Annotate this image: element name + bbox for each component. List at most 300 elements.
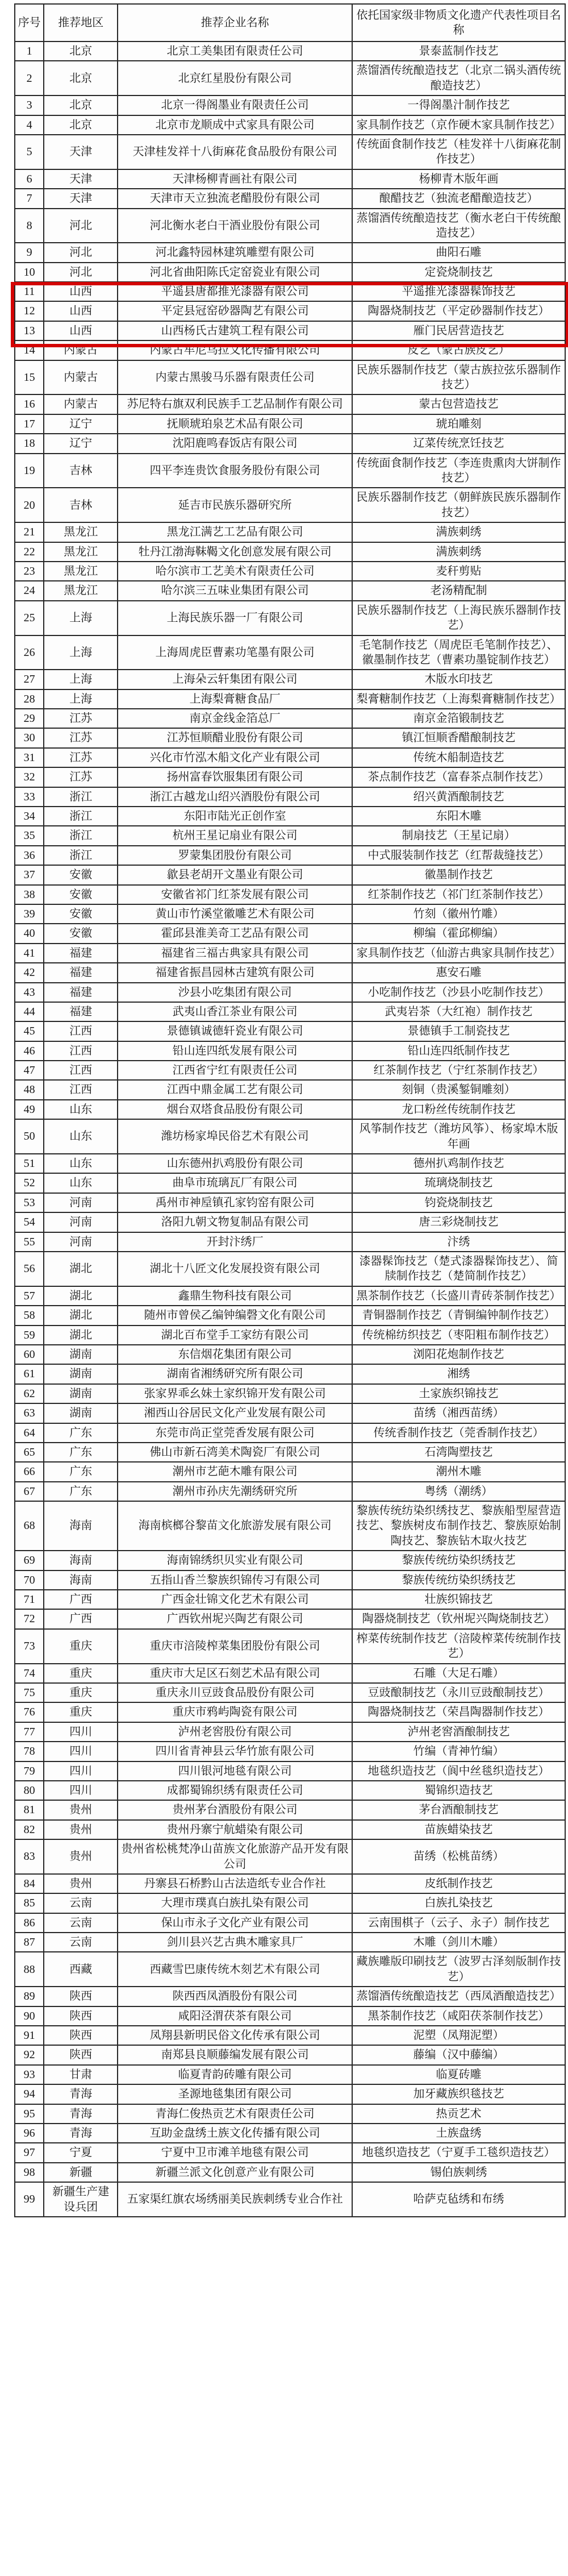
project-cell: 蒙古包营造技艺 bbox=[352, 394, 565, 414]
project-cell: 陶器烧制技艺（平定砂器制作技艺） bbox=[352, 301, 565, 321]
table-row bbox=[15, 865, 565, 884]
row-number-cell: 38 bbox=[15, 885, 44, 904]
row-number-cell: 40 bbox=[15, 924, 44, 943]
company-cell: 鑫鼎生物科技有限公司 bbox=[118, 1286, 352, 1306]
region-cell: 吉林 bbox=[44, 454, 118, 488]
company-cell: 潮州市孙庆先潮绣研究所 bbox=[118, 1482, 352, 1501]
project-cell: 藤编（汉中藤编） bbox=[352, 2045, 565, 2064]
row-number-cell: 19 bbox=[15, 454, 44, 488]
company-cell: 黑龙江满艺工艺品有限公司 bbox=[118, 522, 352, 542]
row-number-cell: 50 bbox=[15, 1119, 44, 1154]
table-row bbox=[15, 904, 565, 924]
row-number-cell: 54 bbox=[15, 1212, 44, 1232]
company-cell: 上海民族乐器一厂有限公司 bbox=[118, 601, 352, 635]
project-cell: 东阳木雕 bbox=[352, 807, 565, 826]
table-row bbox=[15, 2163, 565, 2182]
company-cell: 佛山市新石湾美术陶瓷厂有限公司 bbox=[118, 1443, 352, 1462]
company-cell: 湘西山谷居民文化产业发展有限公司 bbox=[118, 1403, 352, 1423]
project-cell: 潮州木雕 bbox=[352, 1462, 565, 1481]
company-cell: 青海仁俊热贡艺术有限责任公司 bbox=[118, 2104, 352, 2124]
region-cell: 河北 bbox=[44, 243, 118, 262]
region-cell: 福建 bbox=[44, 1002, 118, 1021]
company-cell: 平定县冠窑砂器陶艺有限公司 bbox=[118, 301, 352, 321]
region-cell: 新疆 bbox=[44, 2163, 118, 2182]
row-number-cell: 37 bbox=[15, 865, 44, 884]
project-cell: 一得阁墨汁制作技艺 bbox=[352, 95, 565, 115]
project-cell: 茶点制作技艺（富春茶点制作技艺） bbox=[352, 767, 565, 787]
project-cell: 榨菜传统制作技艺（涪陵榨菜传统制作技艺） bbox=[352, 1629, 565, 1664]
table-row bbox=[15, 1061, 565, 1080]
row-number-cell: 53 bbox=[15, 1193, 44, 1212]
table-row bbox=[15, 522, 565, 542]
company-cell: 随州市曾侯乙编钟编磬文化有限公司 bbox=[118, 1306, 352, 1325]
table-row bbox=[15, 1702, 565, 1722]
table-header bbox=[15, 4, 565, 41]
table-row bbox=[15, 1570, 565, 1590]
project-cell: 壮族织锦技艺 bbox=[352, 1590, 565, 1609]
row-number-cell: 83 bbox=[15, 1839, 44, 1874]
row-number-cell: 11 bbox=[15, 282, 44, 301]
table-row bbox=[15, 2104, 565, 2124]
company-cell: 北京市龙顺成中式家具有限公司 bbox=[118, 115, 352, 135]
company-cell: 河北衡水老白干酒业股份有限公司 bbox=[118, 209, 352, 243]
row-number-cell: 25 bbox=[15, 601, 44, 635]
region-cell: 安徽 bbox=[44, 885, 118, 904]
project-cell: 苗族蜡染技艺 bbox=[352, 1820, 565, 1839]
region-cell: 浙江 bbox=[44, 846, 118, 865]
table-row bbox=[15, 414, 565, 434]
project-cell: 黎族传统纺染织绣技艺、黎族船型屋营造技艺、黎族树皮布制作技艺、黎族原始制陶技艺、黎族钻木取火技艺 bbox=[352, 1501, 565, 1551]
company-cell: 剑川县兴艺古典木雕家具厂 bbox=[118, 1933, 352, 1952]
project-cell: 黑茶制作技艺（咸阳茯茶制作技艺） bbox=[352, 2006, 565, 2026]
region-cell: 重庆 bbox=[44, 1683, 118, 1702]
project-cell: 钧瓷烧制技艺 bbox=[352, 1193, 565, 1212]
table-row bbox=[15, 1364, 565, 1383]
project-cell: 家具制作技艺（仙游古典家具制作技艺） bbox=[352, 944, 565, 963]
table-row bbox=[15, 1100, 565, 1119]
table-row bbox=[15, 243, 565, 262]
region-cell: 浙江 bbox=[44, 807, 118, 826]
region-cell: 青海 bbox=[44, 2084, 118, 2104]
region-cell: 福建 bbox=[44, 944, 118, 963]
row-number-cell: 5 bbox=[15, 135, 44, 169]
row-number-cell: 16 bbox=[15, 394, 44, 414]
table-row bbox=[15, 562, 565, 581]
region-cell: 福建 bbox=[44, 963, 118, 982]
region-cell: 陕西 bbox=[44, 2045, 118, 2064]
table-row bbox=[15, 1933, 565, 1952]
row-number-cell: 52 bbox=[15, 1173, 44, 1193]
region-cell: 贵州 bbox=[44, 1820, 118, 1839]
company-cell: 禹州市神垕镇孔家钧窑有限公司 bbox=[118, 1193, 352, 1212]
region-cell: 青海 bbox=[44, 2124, 118, 2143]
company-cell: 曲阜市琉璃瓦厂有限公司 bbox=[118, 1173, 352, 1193]
row-number-cell: 59 bbox=[15, 1326, 44, 1345]
project-cell: 陶器烧制技艺（钦州坭兴陶烧制技艺） bbox=[352, 1609, 565, 1628]
row-number-cell: 91 bbox=[15, 2026, 44, 2045]
project-cell: 琥珀雕刻 bbox=[352, 414, 565, 434]
region-cell: 天津 bbox=[44, 169, 118, 189]
table-row bbox=[15, 944, 565, 963]
table-row bbox=[15, 1551, 565, 1570]
company-cell: 西藏雪巴康传统木刻艺术有限公司 bbox=[118, 1952, 352, 1987]
row-number-cell: 14 bbox=[15, 340, 44, 360]
row-number-cell: 13 bbox=[15, 321, 44, 340]
project-cell: 制扇技艺（王星记扇） bbox=[352, 826, 565, 845]
project-cell: 白族扎染技艺 bbox=[352, 1893, 565, 1913]
row-number-cell: 10 bbox=[15, 263, 44, 282]
project-cell: 木雕（剑川木雕） bbox=[352, 1933, 565, 1952]
table-row bbox=[15, 1781, 565, 1800]
row-number-cell: 30 bbox=[15, 728, 44, 747]
company-cell: 潮州市艺葩木雕有限公司 bbox=[118, 1462, 352, 1481]
table-row bbox=[15, 601, 565, 635]
project-cell: 哈萨克毡绣和布绣 bbox=[352, 2182, 565, 2217]
table-row bbox=[15, 1683, 565, 1702]
region-cell: 湖南 bbox=[44, 1403, 118, 1423]
company-cell: 山东德州扒鸡股份有限公司 bbox=[118, 1154, 352, 1173]
project-cell: 地毯织造技艺（宁夏手工毯织造技艺） bbox=[352, 2143, 565, 2162]
region-cell: 山东 bbox=[44, 1154, 118, 1173]
row-number-cell: 8 bbox=[15, 209, 44, 243]
project-cell: 云南围棋子（云子、永子）制作技艺 bbox=[352, 1913, 565, 1933]
project-cell: 皮艺（蒙古族皮艺） bbox=[352, 340, 565, 360]
region-cell: 湖南 bbox=[44, 1384, 118, 1403]
project-cell: 石雕（大足石雕） bbox=[352, 1664, 565, 1683]
region-cell: 黑龙江 bbox=[44, 522, 118, 542]
project-cell: 湘绣 bbox=[352, 1364, 565, 1383]
table-row bbox=[15, 340, 565, 360]
row-number-cell: 74 bbox=[15, 1664, 44, 1683]
project-cell: 黎族传统纺染织绣技艺 bbox=[352, 1570, 565, 1590]
project-cell: 热贡艺术 bbox=[352, 2104, 565, 2124]
region-cell: 重庆 bbox=[44, 1629, 118, 1664]
row-number-cell: 96 bbox=[15, 2124, 44, 2143]
table-row bbox=[15, 1443, 565, 1462]
row-number-cell: 82 bbox=[15, 1820, 44, 1839]
row-number-cell: 80 bbox=[15, 1781, 44, 1800]
company-cell: 广西金壮锦文化艺术有限公司 bbox=[118, 1590, 352, 1609]
project-cell: 徽墨制作技艺 bbox=[352, 865, 565, 884]
company-cell: 天津桂发祥十八街麻花食品股份有限公司 bbox=[118, 135, 352, 169]
table-row bbox=[15, 1154, 565, 1173]
project-cell: 竹刻（徽州竹雕） bbox=[352, 904, 565, 924]
region-cell: 安徽 bbox=[44, 904, 118, 924]
table-row bbox=[15, 454, 565, 488]
company-cell: 内蒙古牟尼乌拉文化传播有限公司 bbox=[118, 340, 352, 360]
company-cell: 上海梨膏糖食品厂 bbox=[118, 689, 352, 709]
row-number-cell: 43 bbox=[15, 983, 44, 1002]
company-cell: 内蒙古黑骏马乐器有限责任公司 bbox=[118, 360, 352, 395]
project-cell: 泸州老窖酒酿制技艺 bbox=[352, 1722, 565, 1742]
table-row bbox=[15, 1326, 565, 1345]
row-number-cell: 26 bbox=[15, 635, 44, 670]
region-cell: 重庆 bbox=[44, 1664, 118, 1683]
row-number-cell: 32 bbox=[15, 767, 44, 787]
row-number-cell: 33 bbox=[15, 787, 44, 807]
project-cell: 梨膏糖制作技艺（上海梨膏糖制作技艺） bbox=[352, 689, 565, 709]
company-cell: 重庆市鸦屿陶瓷有限公司 bbox=[118, 1702, 352, 1722]
row-number-cell: 22 bbox=[15, 542, 44, 562]
region-cell: 四川 bbox=[44, 1781, 118, 1800]
table-row bbox=[15, 1080, 565, 1099]
table-row bbox=[15, 1501, 565, 1551]
header-region: 推荐地区 bbox=[44, 4, 118, 41]
project-cell: 竹编（青神竹编） bbox=[352, 1742, 565, 1761]
company-cell: 浙江古越龙山绍兴酒股份有限公司 bbox=[118, 787, 352, 807]
row-number-cell: 23 bbox=[15, 562, 44, 581]
project-cell: 武夷岩茶（大红袍）制作技艺 bbox=[352, 1002, 565, 1021]
project-cell: 豆豉酿制技艺（永川豆豉酿制技艺） bbox=[352, 1683, 565, 1702]
region-cell: 上海 bbox=[44, 689, 118, 709]
company-cell: 北京一得阁墨业有限责任公司 bbox=[118, 95, 352, 115]
row-number-cell: 4 bbox=[15, 115, 44, 135]
company-cell: 重庆市大足区石刻艺术品有限公司 bbox=[118, 1664, 352, 1683]
company-cell: 成都蜀锦织绣有限责任公司 bbox=[118, 1781, 352, 1800]
company-cell: 苏尼特右旗双利民族手工艺品制作有限公司 bbox=[118, 394, 352, 414]
row-number-cell: 98 bbox=[15, 2163, 44, 2182]
table-row bbox=[15, 1345, 565, 1364]
table-row bbox=[15, 689, 565, 709]
region-cell: 黑龙江 bbox=[44, 581, 118, 600]
row-number-cell: 88 bbox=[15, 1952, 44, 1987]
row-number-cell: 87 bbox=[15, 1933, 44, 1952]
row-number-cell: 7 bbox=[15, 189, 44, 208]
company-cell: 广西钦州坭兴陶艺有限公司 bbox=[118, 1609, 352, 1628]
company-cell: 江西中鼎金属工艺有限公司 bbox=[118, 1080, 352, 1099]
row-number-cell: 68 bbox=[15, 1501, 44, 1551]
table-row bbox=[15, 1742, 565, 1761]
row-number-cell: 93 bbox=[15, 2065, 44, 2084]
company-cell: 抚顺琥珀泉艺术品有限公司 bbox=[118, 414, 352, 434]
region-cell: 广西 bbox=[44, 1609, 118, 1628]
row-number-cell: 90 bbox=[15, 2006, 44, 2026]
company-cell: 沈阳鹿鸣春饭店有限公司 bbox=[118, 434, 352, 453]
company-cell: 张家界乖幺妹土家织锦开发有限公司 bbox=[118, 1384, 352, 1403]
project-cell: 小吃制作技艺（沙县小吃制作技艺） bbox=[352, 983, 565, 1002]
region-cell: 江苏 bbox=[44, 767, 118, 787]
project-cell: 琉璃烧制技艺 bbox=[352, 1173, 565, 1193]
project-cell: 石湾陶塑技艺 bbox=[352, 1443, 565, 1462]
table-row bbox=[15, 1021, 565, 1041]
row-number-cell: 92 bbox=[15, 2045, 44, 2064]
row-number-cell: 47 bbox=[15, 1061, 44, 1080]
table-row bbox=[15, 95, 565, 115]
region-cell: 内蒙古 bbox=[44, 394, 118, 414]
table-row bbox=[15, 826, 565, 845]
project-cell: 柳编（霍邱柳编） bbox=[352, 924, 565, 943]
region-cell: 湖南 bbox=[44, 1364, 118, 1383]
company-cell: 丹寨县石桥黔山古法造纸专业合作社 bbox=[118, 1874, 352, 1893]
project-cell: 红茶制作技艺（宁红茶制作技艺） bbox=[352, 1061, 565, 1080]
region-cell: 北京 bbox=[44, 41, 118, 61]
region-cell: 云南 bbox=[44, 1933, 118, 1952]
project-cell: 家具制作技艺（京作硬木家具制作技艺） bbox=[352, 115, 565, 135]
company-cell: 贵州茅台酒股份有限公司 bbox=[118, 1800, 352, 1819]
project-cell: 定瓷烧制技艺 bbox=[352, 263, 565, 282]
project-cell: 浏阳花炮制作技艺 bbox=[352, 1345, 565, 1364]
table-row bbox=[15, 2143, 565, 2162]
row-number-cell: 15 bbox=[15, 360, 44, 395]
table-row bbox=[15, 2006, 565, 2026]
region-cell: 广东 bbox=[44, 1423, 118, 1443]
table-row bbox=[15, 263, 565, 282]
company-cell: 湖南省湘绣研究所有限公司 bbox=[118, 1364, 352, 1383]
project-cell: 唐三彩烧制技艺 bbox=[352, 1212, 565, 1232]
region-cell: 湖北 bbox=[44, 1326, 118, 1345]
project-cell: 土族盘绣 bbox=[352, 2124, 565, 2143]
row-number-cell: 58 bbox=[15, 1306, 44, 1325]
region-cell: 云南 bbox=[44, 1913, 118, 1933]
project-cell: 泥塑（凤翔泥塑） bbox=[352, 2026, 565, 2045]
region-cell: 四川 bbox=[44, 1742, 118, 1761]
table-row bbox=[15, 1002, 565, 1021]
row-number-cell: 17 bbox=[15, 414, 44, 434]
table-row bbox=[15, 2045, 565, 2064]
company-cell: 哈尔滨三五味业集团有限公司 bbox=[118, 581, 352, 600]
region-cell: 福建 bbox=[44, 983, 118, 1002]
company-cell: 江苏恒顺醋业股份有限公司 bbox=[118, 728, 352, 747]
company-cell: 东信烟花集团有限公司 bbox=[118, 1345, 352, 1364]
row-number-cell: 86 bbox=[15, 1913, 44, 1933]
table-row bbox=[15, 1252, 565, 1286]
table-row bbox=[15, 189, 565, 208]
table-row bbox=[15, 924, 565, 943]
table-row bbox=[15, 1913, 565, 1933]
table-row bbox=[15, 41, 565, 61]
company-cell: 平遥县唐都推光漆器有限公司 bbox=[118, 282, 352, 301]
project-cell: 传统木船制造技艺 bbox=[352, 748, 565, 767]
company-cell: 歙县老胡开文墨业有限公司 bbox=[118, 865, 352, 884]
table-row bbox=[15, 2182, 565, 2217]
row-number-cell: 35 bbox=[15, 826, 44, 845]
company-cell: 烟台双塔食品股份有限公司 bbox=[118, 1100, 352, 1119]
region-cell: 江苏 bbox=[44, 709, 118, 728]
company-cell: 海南锦绣织贝实业有限公司 bbox=[118, 1551, 352, 1570]
table-row bbox=[15, 488, 565, 522]
table-row bbox=[15, 2026, 565, 2045]
company-cell: 杭州王星记扇业有限公司 bbox=[118, 826, 352, 845]
project-cell: 毛笔制作技艺（周虎臣毛笔制作技艺）、徽墨制作技艺（曹素功墨锭制作技艺） bbox=[352, 635, 565, 670]
row-number-cell: 76 bbox=[15, 1702, 44, 1722]
region-cell: 四川 bbox=[44, 1722, 118, 1742]
table-row bbox=[15, 209, 565, 243]
row-number-cell: 99 bbox=[15, 2182, 44, 2217]
project-cell: 地毯织造技艺（阆中丝毯织造技艺） bbox=[352, 1761, 565, 1781]
project-cell: 苗绣（松桃苗绣） bbox=[352, 1839, 565, 1874]
project-cell: 临夏砖雕 bbox=[352, 2065, 565, 2084]
project-cell: 刻铜（贵溪錾铜雕刻） bbox=[352, 1080, 565, 1099]
region-cell: 黑龙江 bbox=[44, 562, 118, 581]
row-number-cell: 44 bbox=[15, 1002, 44, 1021]
table-row bbox=[15, 61, 565, 95]
company-cell: 北京红星股份有限公司 bbox=[118, 61, 352, 95]
table-row bbox=[15, 1286, 565, 1306]
region-cell: 贵州 bbox=[44, 1874, 118, 1893]
region-cell: 河南 bbox=[44, 1212, 118, 1232]
table-row bbox=[15, 2124, 565, 2143]
row-number-cell: 34 bbox=[15, 807, 44, 826]
company-cell: 重庆永川豆豉食品股份有限公司 bbox=[118, 1683, 352, 1702]
region-cell: 甘肃 bbox=[44, 2065, 118, 2084]
region-cell: 河南 bbox=[44, 1232, 118, 1252]
table-row bbox=[15, 1212, 565, 1232]
region-cell: 天津 bbox=[44, 135, 118, 169]
company-cell: 潍坊杨家埠民俗艺术有限公司 bbox=[118, 1119, 352, 1154]
company-cell: 福建省振昌园林古建筑有限公司 bbox=[118, 963, 352, 982]
header-company: 推荐企业名称 bbox=[118, 4, 352, 41]
row-number-cell: 70 bbox=[15, 1570, 44, 1590]
region-cell: 广东 bbox=[44, 1462, 118, 1481]
table-row bbox=[15, 1820, 565, 1839]
project-cell: 青铜器制作技艺（青铜编钟制作技艺） bbox=[352, 1306, 565, 1325]
company-cell: 南京金线金箔总厂 bbox=[118, 709, 352, 728]
region-cell: 河北 bbox=[44, 263, 118, 282]
table-row bbox=[15, 1839, 565, 1874]
company-cell: 武夷山香江茶业有限公司 bbox=[118, 1002, 352, 1021]
region-cell: 广西 bbox=[44, 1590, 118, 1609]
project-cell: 茅台酒酿制技艺 bbox=[352, 1800, 565, 1819]
project-cell: 镇江恒顺香醋酿制技艺 bbox=[352, 728, 565, 747]
region-cell: 内蒙古 bbox=[44, 340, 118, 360]
region-cell: 江苏 bbox=[44, 748, 118, 767]
row-number-cell: 79 bbox=[15, 1761, 44, 1781]
table-row bbox=[15, 1384, 565, 1403]
region-cell: 海南 bbox=[44, 1570, 118, 1590]
project-cell: 曲阳石雕 bbox=[352, 243, 565, 262]
region-cell: 浙江 bbox=[44, 787, 118, 807]
row-number-cell: 73 bbox=[15, 1629, 44, 1664]
table-row bbox=[15, 169, 565, 189]
company-cell: 沙县小吃集团有限公司 bbox=[118, 983, 352, 1002]
region-cell: 青海 bbox=[44, 2104, 118, 2124]
region-cell: 江苏 bbox=[44, 728, 118, 747]
region-cell: 四川 bbox=[44, 1761, 118, 1781]
project-cell: 酿醋技艺（独流老醋酿造技艺） bbox=[352, 189, 565, 208]
row-number-cell: 18 bbox=[15, 434, 44, 453]
company-cell: 四川银河地毯有限公司 bbox=[118, 1761, 352, 1781]
project-cell: 传统面食制作技艺（李连贵熏肉大饼制作技艺） bbox=[352, 454, 565, 488]
region-cell: 北京 bbox=[44, 115, 118, 135]
company-cell: 黄山市竹溪堂徽雕艺术有限公司 bbox=[118, 904, 352, 924]
region-cell: 江西 bbox=[44, 1021, 118, 1041]
project-cell: 中式服装制作技艺（红帮裁缝技艺） bbox=[352, 846, 565, 865]
region-cell: 安徽 bbox=[44, 865, 118, 884]
row-number-cell: 72 bbox=[15, 1609, 44, 1628]
row-number-cell: 63 bbox=[15, 1403, 44, 1423]
project-cell: 加牙藏族织毯技艺 bbox=[352, 2084, 565, 2104]
project-cell: 风筝制作技艺（潍坊风筝）、杨家埠木版年画 bbox=[352, 1119, 565, 1154]
table-row bbox=[15, 1874, 565, 1893]
region-cell: 湖北 bbox=[44, 1286, 118, 1306]
row-number-cell: 84 bbox=[15, 1874, 44, 1893]
table-row bbox=[15, 1482, 565, 1501]
table-row bbox=[15, 282, 565, 301]
table-row bbox=[15, 1722, 565, 1742]
company-cell: 河北鑫特园林建筑雕塑有限公司 bbox=[118, 243, 352, 262]
company-cell: 东阳市陆光正创作室 bbox=[118, 807, 352, 826]
region-cell: 吉林 bbox=[44, 488, 118, 522]
company-cell: 福建省三福古典家具有限公司 bbox=[118, 944, 352, 963]
table-row bbox=[15, 885, 565, 904]
project-cell: 藏族雕版印刷技艺（波罗古泽刻版制作技艺） bbox=[352, 1952, 565, 1987]
row-number-cell: 61 bbox=[15, 1364, 44, 1383]
region-cell: 山东 bbox=[44, 1119, 118, 1154]
company-cell: 重庆市涪陵榨菜集团股份有限公司 bbox=[118, 1629, 352, 1664]
project-cell: 蜀锦织造技艺 bbox=[352, 1781, 565, 1800]
region-cell: 湖北 bbox=[44, 1306, 118, 1325]
project-cell: 蒸馏酒传统酿造技艺（西凤酒酿造技艺） bbox=[352, 1987, 565, 2006]
